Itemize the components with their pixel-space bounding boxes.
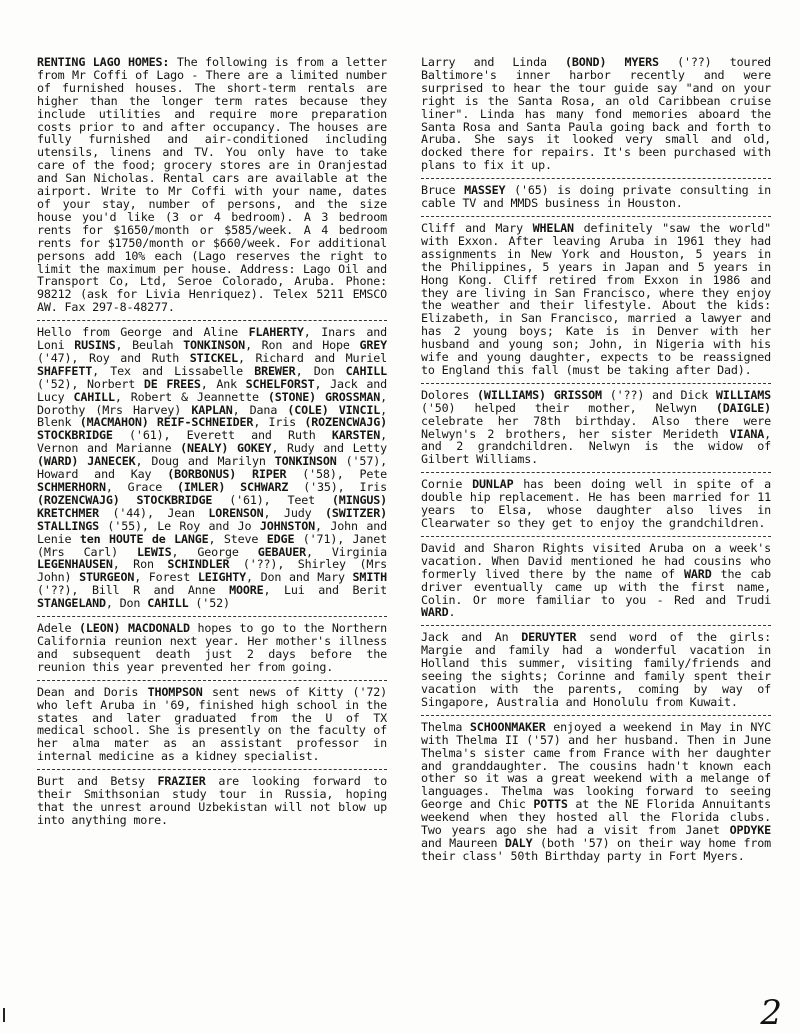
news-item: Adele (LEON) MACDONALD hopes to go to the Northern California reunion next year. Her mother's illness and subsequent death just 2 days before the reunion this year prevented her from going.	[37, 621, 387, 674]
item-separator	[421, 625, 771, 626]
news-item: Larry and Linda (BOND) MYERS ('??) toured Baltimore's inner harbor recently and were surprised to hear the tour guide say "and on your right is the Santa Rosa, an old Caribbean cruise liner". Linda has many fond memories aboard the Santa Rosa and Santa Paula going back and forth to Aruba. She says it looked very small and old, docked there for repairs. It's been purchased with plans to fix it up.	[421, 55, 772, 173]
news-item: Thelma SCHOONMAKER enjoyed a weekend in May in NYC with Thelma II ('57) and her husband. Then in June Thelma's sister came from France with her daughter and granddaughter. The cousins hadn't known each other so it was a great weekend with a melange of languages. Thelma was looking forward to seeing George and Chic POTTS at the NE Florida Annuitants weekend when they hosted all the Florida clubs. Two years ago she had a visit from Janet OPDYKE and Maureen DALY (both '57) on their way home from their class' 50th Birthday party in Fort Myers.	[421, 719, 772, 863]
item-separator	[37, 320, 387, 321]
news-item: Jack and An DERUYTER send word of the girls: Margie and family had a wonderful vacation in Holland this summer, visiting family/friends and seeing the sights; Corinne and family spent their vacation with the parents, coming by way of Singapore, Australia and Honolulu from Kuwait.	[421, 630, 771, 709]
item-separator	[37, 769, 387, 770]
item-separator	[37, 616, 387, 617]
item-separator	[421, 472, 771, 473]
left-column	[37, 56, 387, 827]
news-item: David and Sharon Rights visited Aruba on a week's vacation. When David mentioned he had cousins who formerly lived there by the name of WARD the cab driver eventually came up with the first name, Colin. Or more familiar to you - Red and Trudi WARD.	[421, 540, 771, 620]
news-item: Burt and Betsy FRAZIER are looking forward to their Smithsonian study tour in Russia, hoping that the unrest around Uzbekistan will not blow up into anything more.	[37, 774, 387, 827]
item-separator	[37, 680, 387, 681]
news-item: Cliff and Mary WHELAN definitely "saw the world" with Exxon. After leaving Aruba in 1961 they had assignments in New York and Houston, 5 years in the Philippines, 5 years in Japan and 5 years in Hong Kong. Cliff retired from Exxon in 1986 and they are living in San Francisco, where they enjoy the weather and their lifestyle. About the kids: Elizabeth, in San Francisco, married a lawyer and has 2 young boys; Kate is in Denver with her husband and young son; John, in Nigeria with his wife and young daughter, expects to be reassigned to England this fall (must be taking after Dad).	[421, 220, 771, 377]
item-separator	[421, 216, 771, 217]
news-item: Dean and Doris THOMPSON sent news of Kitty ('72) who left Aruba in '69, finished high school in the states and later graduated from the U of TX medical school. She is presently on the faculty of her alma mater as an assistant professor in internal medicine as a kidney specialist.	[37, 684, 387, 764]
item-separator	[421, 536, 771, 537]
news-item: RENTING LAGO HOMES: The following is from a letter from Mr Coffi of Lago - There are a limited number of furnished houses. The short-term rentals are higher than the longer term rates because they include utilities and require more preparation costs prior to and after occupancy. The houses are fully furnished and air-conditioned including utensils, linens and TV. You only have to take care of the food; grocery stores are in Oranjestad and San Nicholas. Rental cars are available at the airport. Write to Mr Coffi with your name, dates of your stay, number of persons, and the size house you'd like (3 or 4 bedroom). A 3 bedroom rents for $1650/month or $585/week. A 4 bedroom rents for $1750/month or $660/week. For additional persons add 10% each (Lago reserves the right to limit the maximum per house. Address: Lago Oil and Transport Co, Ltd, Seroe Colorado, Aruba. Phone: 98212 (ask for Livia Henriquez). Telex 5211 EMSCO AW. Fax 297-8-48277.	[37, 55, 388, 315]
right-column	[421, 56, 771, 863]
margin-mark	[3, 1008, 5, 1022]
news-item: Bruce MASSEY ('65) is doing private consulting in cable TV and MMDS business in Houston.	[421, 183, 771, 211]
news-item: Cornie DUNLAP has been doing well in spite of a double hip replacement. He has been married for 11 years to Elsa, whose daughter also lives in Clearwater so they get to enjoy the grandchildren.	[421, 477, 771, 530]
news-item: Hello from George and Aline FLAHERTY, Inars and Loni RUSINS, Beulah TONKINSON, Ron and Hope GREY ('47), Roy and Ruth STICKEL, Richard and Muriel SHAFFETT, Tex and Lissabelle BREWER, Don CAHILL ('52), Norbert DE FREES, Ank SCHELFORST, Jack and Lucy CAHILL, Robert & Jeannette (STONE) GROSSMAN, Dorothy (Mrs Harvey) KAPLAN, Dana (COLE) VINCIL, Blenk (MACMAHON) REIF-SCHNEIDER, Iris (ROZENCWAJG) STOCKBRIDGE ('61), Everett and Ruth KARSTEN, Vernon and Marianne (NEALY) GOKEY, Rudy and Letty (WARD) JANECEK, Doug and Marilyn TONKINSON ('57), Howard and Kay (BORBONUS) RIPER ('58), Pete SCHMERHORN, Grace (IMLER) SCHWARZ ('35), Iris (ROZENCWAJG) STOCKBRIDGE ('61), Teet (MINGUS) KRETCHMER ('44), Jean LORENSON, Judy (SWITZER) STALLINGS ('55), Le Roy and Jo JOHNSTON, John and Lenie ten HOUTE de LANGE, Steve EDGE ('71), Janet (Mrs Carl) LEWIS, George GEBAUER, Virginia LEGENHAUSEN, Ron SCHINDLER ('??), Shirley (Mrs John) STURGEON, Forest LEIGHTY, Don and Mary SMITH ('??), Bill R and Anne MOORE, Lui and Berit STANGELAND, Don CAHILL ('52)	[37, 325, 388, 611]
news-item: Dolores (WILLIAMS) GRISSOM ('??) and Dick WILLIAMS ('50) helped their mother, Nelwyn (DAIGLE) celebrate her 78th birthday. Also there were Nelwyn's 2 brothers, her sister Merideth VIANA, and 2 grandchildren. Nelwyn is the widow of Gilbert Williams.	[421, 387, 772, 467]
item-separator	[421, 383, 771, 384]
item-separator	[421, 178, 771, 179]
page-number: 2	[760, 993, 782, 1033]
item-separator	[421, 715, 771, 716]
